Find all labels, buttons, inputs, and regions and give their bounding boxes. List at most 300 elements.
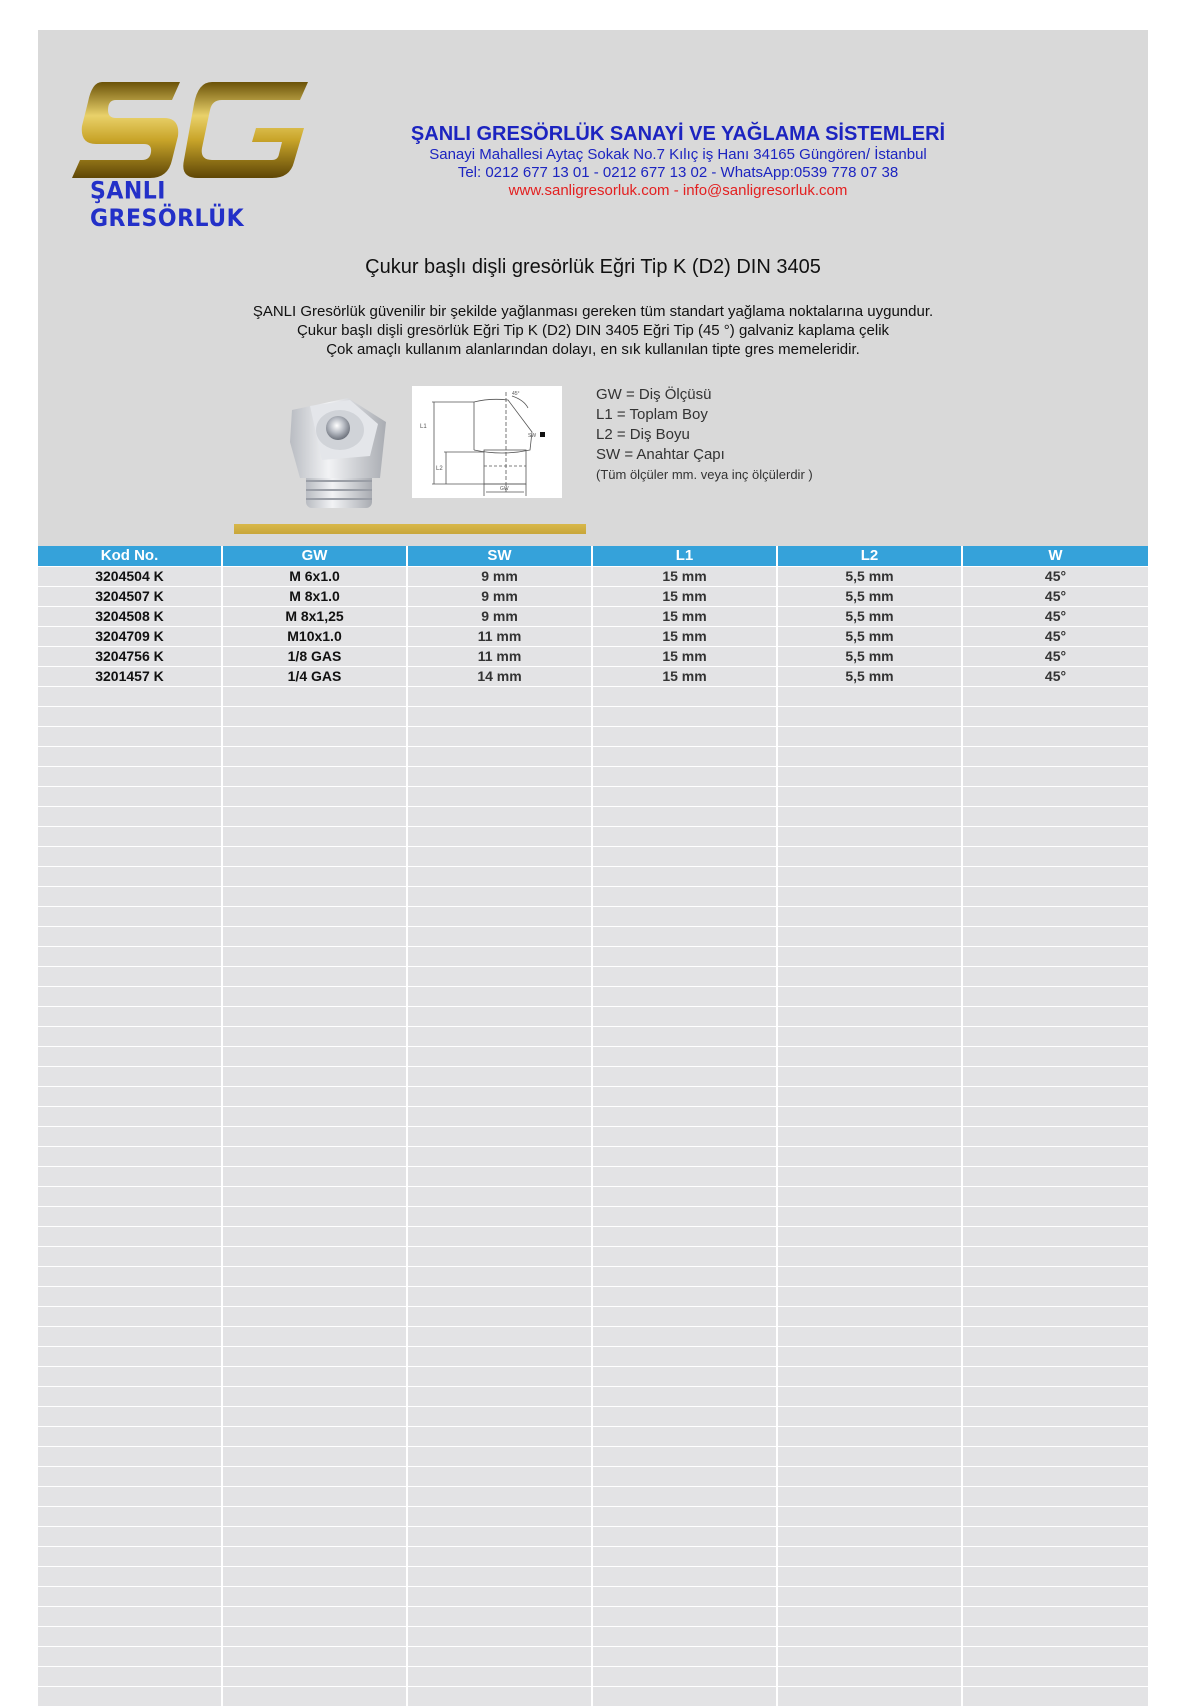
table-row-empty xyxy=(38,1227,1148,1247)
empty-cell xyxy=(593,1067,778,1086)
empty-cell xyxy=(778,1387,963,1406)
empty-cell xyxy=(38,1247,223,1266)
empty-cell xyxy=(408,807,593,826)
table-row-empty xyxy=(38,847,1148,867)
cell-l1: 15 mm xyxy=(593,567,778,586)
empty-cell xyxy=(593,1587,778,1606)
table-row-empty xyxy=(38,1407,1148,1427)
empty-cell xyxy=(778,1687,963,1706)
empty-cell xyxy=(38,707,223,726)
empty-cell xyxy=(778,927,963,946)
empty-cell xyxy=(963,1667,1148,1686)
empty-cell xyxy=(223,1067,408,1086)
empty-cell xyxy=(223,1427,408,1446)
table-row xyxy=(38,627,1148,647)
empty-cell xyxy=(778,1147,963,1166)
empty-cell xyxy=(593,1127,778,1146)
empty-cell xyxy=(223,1407,408,1426)
cell-w: 45° xyxy=(963,647,1148,666)
empty-cell xyxy=(963,687,1148,706)
table-row xyxy=(38,567,1148,587)
table-row-empty xyxy=(38,1367,1148,1387)
empty-cell xyxy=(38,1027,223,1046)
header-gw: GW xyxy=(223,546,408,566)
empty-cell xyxy=(963,1687,1148,1706)
table-row-empty xyxy=(38,1567,1148,1587)
empty-cell xyxy=(593,1527,778,1546)
empty-cell xyxy=(593,987,778,1006)
empty-cell xyxy=(223,987,408,1006)
empty-cell xyxy=(38,1387,223,1406)
logo-brand-text: ŞANLI GRESÖRLÜK xyxy=(90,177,245,233)
gold-divider xyxy=(234,524,586,534)
table-row-empty xyxy=(38,947,1148,967)
table-row-empty xyxy=(38,867,1148,887)
empty-cell xyxy=(223,807,408,826)
empty-cell xyxy=(778,1207,963,1226)
empty-cell xyxy=(778,1247,963,1266)
empty-cell xyxy=(223,1267,408,1286)
empty-cell xyxy=(963,927,1148,946)
empty-cell xyxy=(593,867,778,886)
cell-gw: 1/4 GAS xyxy=(223,667,408,686)
empty-cell xyxy=(778,907,963,926)
empty-cell xyxy=(408,1167,593,1186)
empty-cell xyxy=(38,807,223,826)
empty-cell xyxy=(593,1167,778,1186)
empty-cell xyxy=(593,707,778,726)
empty-cell xyxy=(593,787,778,806)
empty-cell xyxy=(778,687,963,706)
empty-cell xyxy=(223,927,408,946)
empty-cell xyxy=(593,1147,778,1166)
table-row-empty xyxy=(38,1347,1148,1367)
product-title: Çukur başlı dişli gresörlük Eğri Tip K (D2) DIN 3405 xyxy=(365,256,821,278)
legend-item-sw: SW = Anahtar Çapı xyxy=(596,446,725,463)
empty-cell xyxy=(593,1347,778,1366)
table-row-empty xyxy=(38,927,1148,947)
empty-cell xyxy=(408,1647,593,1666)
empty-cell xyxy=(778,1667,963,1686)
table-row-empty xyxy=(38,1667,1148,1687)
empty-cell xyxy=(38,1267,223,1286)
table-body xyxy=(38,567,1148,1707)
table-row-empty xyxy=(38,1647,1148,1667)
dimension-drawing-icon xyxy=(412,386,562,498)
empty-cell xyxy=(963,1287,1148,1306)
empty-cell xyxy=(963,787,1148,806)
empty-cell xyxy=(408,947,593,966)
empty-cell xyxy=(38,907,223,926)
empty-cell xyxy=(38,1607,223,1626)
empty-cell xyxy=(223,1547,408,1566)
empty-cell xyxy=(778,1447,963,1466)
empty-cell xyxy=(593,1367,778,1386)
empty-cell xyxy=(408,1507,593,1526)
empty-cell xyxy=(778,1567,963,1586)
table-row-empty xyxy=(38,1527,1148,1547)
empty-cell xyxy=(963,767,1148,786)
empty-cell xyxy=(963,1327,1148,1346)
empty-cell xyxy=(408,747,593,766)
empty-cell xyxy=(593,1207,778,1226)
empty-cell xyxy=(38,1067,223,1086)
empty-cell xyxy=(38,1667,223,1686)
empty-cell xyxy=(223,1307,408,1326)
empty-cell xyxy=(778,1347,963,1366)
table-row-empty xyxy=(38,787,1148,807)
empty-cell xyxy=(223,1087,408,1106)
empty-cell xyxy=(593,1627,778,1646)
empty-cell xyxy=(408,927,593,946)
cell-l2: 5,5 mm xyxy=(778,587,963,606)
empty-cell xyxy=(223,1027,408,1046)
empty-cell xyxy=(38,967,223,986)
empty-cell xyxy=(408,1287,593,1306)
empty-cell xyxy=(408,1627,593,1646)
cell-w: 45° xyxy=(963,627,1148,646)
empty-cell xyxy=(963,707,1148,726)
empty-cell xyxy=(963,1047,1148,1066)
table-row-empty xyxy=(38,747,1148,767)
empty-cell xyxy=(593,947,778,966)
cell-kod-no: 3204504 K xyxy=(38,567,223,586)
empty-cell xyxy=(408,1387,593,1406)
table-row-empty xyxy=(38,1027,1148,1047)
empty-cell xyxy=(778,1527,963,1546)
empty-cell xyxy=(408,767,593,786)
empty-cell xyxy=(593,1187,778,1206)
empty-cell xyxy=(593,727,778,746)
empty-cell xyxy=(38,987,223,1006)
empty-cell xyxy=(38,1547,223,1566)
empty-cell xyxy=(963,1207,1148,1226)
empty-cell xyxy=(778,1167,963,1186)
legend-item-l1: L1 = Toplam Boy xyxy=(596,406,708,423)
sg-logo-mark-icon xyxy=(72,80,308,180)
empty-cell xyxy=(963,1247,1148,1266)
legend-note: (Tüm ölçüler mm. veya inç ölçülerdir ) xyxy=(596,467,813,482)
empty-cell xyxy=(593,1287,778,1306)
empty-cell xyxy=(408,727,593,746)
empty-cell xyxy=(223,687,408,706)
empty-cell xyxy=(408,1027,593,1046)
empty-cell xyxy=(408,1467,593,1486)
product-table xyxy=(38,546,1148,1707)
empty-cell xyxy=(38,1507,223,1526)
empty-cell xyxy=(963,1067,1148,1086)
empty-cell xyxy=(778,1007,963,1026)
empty-cell xyxy=(223,1507,408,1526)
empty-cell xyxy=(223,1607,408,1626)
empty-cell xyxy=(38,1327,223,1346)
empty-cell xyxy=(223,1467,408,1486)
header-sw: SW xyxy=(408,546,593,566)
cell-sw: 11 mm xyxy=(408,627,593,646)
empty-cell xyxy=(593,1327,778,1346)
empty-cell xyxy=(963,907,1148,926)
empty-cell xyxy=(963,1547,1148,1566)
table-row-empty xyxy=(38,1107,1148,1127)
drawing-label-sw: SW xyxy=(528,433,537,439)
header-kod-no: Kod No. xyxy=(38,546,223,566)
empty-cell xyxy=(223,1107,408,1126)
empty-cell xyxy=(408,1427,593,1446)
empty-cell xyxy=(778,727,963,746)
empty-cell xyxy=(778,1087,963,1106)
empty-cell xyxy=(38,1147,223,1166)
empty-cell xyxy=(223,1347,408,1366)
empty-cell xyxy=(38,787,223,806)
empty-cell xyxy=(593,1387,778,1406)
table-row-empty xyxy=(38,1087,1148,1107)
empty-cell xyxy=(223,847,408,866)
cell-sw: 9 mm xyxy=(408,587,593,606)
empty-cell xyxy=(223,1287,408,1306)
empty-cell xyxy=(408,1367,593,1386)
table-row-empty xyxy=(38,1547,1148,1567)
empty-cell xyxy=(408,1667,593,1686)
company-logo xyxy=(72,80,308,233)
empty-cell xyxy=(38,927,223,946)
empty-cell xyxy=(963,1487,1148,1506)
empty-cell xyxy=(223,1587,408,1606)
empty-cell xyxy=(408,1347,593,1366)
empty-cell xyxy=(38,1527,223,1546)
empty-cell xyxy=(223,1187,408,1206)
description-line: ŞANLI Gresörlük güvenilir bir şekilde yağlanması gereken tüm standart yağlama noktalarına uygundur. xyxy=(252,303,934,320)
table-row-empty xyxy=(38,1207,1148,1227)
empty-cell xyxy=(38,1207,223,1226)
empty-cell xyxy=(593,1547,778,1566)
empty-cell xyxy=(778,767,963,786)
empty-cell xyxy=(38,1487,223,1506)
empty-cell xyxy=(408,827,593,846)
company-web-link[interactable]: www.sanligresorluk.com - info@sanligresorluk.com xyxy=(508,182,848,199)
table-row-empty xyxy=(38,767,1148,787)
empty-cell xyxy=(778,1187,963,1206)
empty-cell xyxy=(778,1067,963,1086)
empty-cell xyxy=(38,1647,223,1666)
empty-cell xyxy=(963,1167,1148,1186)
empty-cell xyxy=(223,1527,408,1546)
table-row-empty xyxy=(38,1427,1148,1447)
cell-l1: 15 mm xyxy=(593,627,778,646)
empty-cell xyxy=(408,1147,593,1166)
company-phone: Tel: 0212 677 13 01 - 0212 677 13 02 - WhatsApp:0539 778 07 38 xyxy=(457,164,899,181)
empty-cell xyxy=(963,807,1148,826)
empty-cell xyxy=(593,847,778,866)
empty-cell xyxy=(963,1567,1148,1586)
table-row-empty xyxy=(38,967,1148,987)
table-row-empty xyxy=(38,1267,1148,1287)
empty-cell xyxy=(963,867,1148,886)
empty-cell xyxy=(408,847,593,866)
table-row xyxy=(38,587,1148,607)
empty-cell xyxy=(38,1367,223,1386)
empty-cell xyxy=(38,1587,223,1606)
empty-cell xyxy=(593,1427,778,1446)
empty-cell xyxy=(963,1387,1148,1406)
cell-w: 45° xyxy=(963,587,1148,606)
empty-cell xyxy=(408,1187,593,1206)
empty-cell xyxy=(223,1647,408,1666)
cell-l2: 5,5 mm xyxy=(778,647,963,666)
cell-w: 45° xyxy=(963,607,1148,626)
table-header-row xyxy=(38,546,1148,567)
drawing-label-angle: 45° xyxy=(512,391,520,397)
drawing-label-gw: GW xyxy=(500,486,509,492)
table-row-empty xyxy=(38,1147,1148,1167)
empty-cell xyxy=(38,1467,223,1486)
empty-cell xyxy=(38,1127,223,1146)
empty-cell xyxy=(778,847,963,866)
description-line: Çukur başlı dişli gresörlük Eğri Tip K (D2) DIN 3405 Eğri Tip (45 °) galvaniz kaplama çelik xyxy=(296,322,890,339)
empty-cell xyxy=(963,1227,1148,1246)
empty-cell xyxy=(963,1607,1148,1626)
table-row-empty xyxy=(38,1687,1148,1707)
empty-cell xyxy=(778,1647,963,1666)
empty-cell xyxy=(38,1107,223,1126)
empty-cell xyxy=(963,1147,1148,1166)
empty-cell xyxy=(38,687,223,706)
grease-nipple-photo-icon xyxy=(260,386,410,516)
empty-cell xyxy=(593,1567,778,1586)
empty-cell xyxy=(593,1247,778,1266)
table-row-empty xyxy=(38,1287,1148,1307)
empty-cell xyxy=(38,947,223,966)
empty-cell xyxy=(593,1647,778,1666)
empty-cell xyxy=(223,887,408,906)
empty-cell xyxy=(778,827,963,846)
empty-cell xyxy=(223,1627,408,1646)
table-row-empty xyxy=(38,707,1148,727)
company-name: ŞANLI GRESÖRLÜK SANAYİ VE YAĞLAMA SİSTEMLERİ xyxy=(410,123,946,145)
table-row-empty xyxy=(38,1627,1148,1647)
empty-cell xyxy=(778,1287,963,1306)
empty-cell xyxy=(223,1567,408,1586)
empty-cell xyxy=(593,1307,778,1326)
empty-cell xyxy=(408,1087,593,1106)
empty-cell xyxy=(593,827,778,846)
empty-cell xyxy=(408,1067,593,1086)
empty-cell xyxy=(963,1087,1148,1106)
empty-cell xyxy=(963,1367,1148,1386)
empty-cell xyxy=(963,747,1148,766)
empty-cell xyxy=(223,1327,408,1346)
header-l1: L1 xyxy=(593,546,778,566)
empty-cell xyxy=(223,747,408,766)
empty-cell xyxy=(963,947,1148,966)
cell-gw: M 8x1.0 xyxy=(223,587,408,606)
table-row-empty xyxy=(38,907,1148,927)
empty-cell xyxy=(408,1587,593,1606)
empty-cell xyxy=(593,1407,778,1426)
empty-cell xyxy=(963,1427,1148,1446)
empty-cell xyxy=(38,867,223,886)
empty-cell xyxy=(408,867,593,886)
empty-cell xyxy=(593,1507,778,1526)
empty-cell xyxy=(963,1407,1148,1426)
empty-cell xyxy=(963,827,1148,846)
empty-cell xyxy=(778,1367,963,1386)
cell-l1: 15 mm xyxy=(593,667,778,686)
empty-cell xyxy=(38,1047,223,1066)
empty-cell xyxy=(963,1027,1148,1046)
table-row-empty xyxy=(38,1387,1148,1407)
table-row-empty xyxy=(38,807,1148,827)
empty-cell xyxy=(408,1327,593,1346)
table-row-empty xyxy=(38,1067,1148,1087)
empty-cell xyxy=(223,1127,408,1146)
catalog-page xyxy=(38,30,1148,1647)
table-row-empty xyxy=(38,1587,1148,1607)
cell-kod-no: 3204508 K xyxy=(38,607,223,626)
empty-cell xyxy=(408,1267,593,1286)
empty-cell xyxy=(408,1487,593,1506)
legend-item-gw: GW = Diş Ölçüsü xyxy=(596,386,712,403)
table-row xyxy=(38,647,1148,667)
empty-cell xyxy=(963,887,1148,906)
empty-cell xyxy=(408,1207,593,1226)
empty-cell xyxy=(593,907,778,926)
empty-cell xyxy=(408,1527,593,1546)
table-row-empty xyxy=(38,1247,1148,1267)
empty-cell xyxy=(778,887,963,906)
empty-cell xyxy=(223,967,408,986)
empty-cell xyxy=(778,1487,963,1506)
empty-cell xyxy=(38,1307,223,1326)
empty-cell xyxy=(593,807,778,826)
cell-kod-no: 3204709 K xyxy=(38,627,223,646)
empty-cell xyxy=(593,687,778,706)
empty-cell xyxy=(408,1307,593,1326)
empty-cell xyxy=(963,1267,1148,1286)
empty-cell xyxy=(963,1347,1148,1366)
cell-l2: 5,5 mm xyxy=(778,607,963,626)
empty-cell xyxy=(963,1187,1148,1206)
empty-cell xyxy=(593,1087,778,1106)
empty-cell xyxy=(778,1267,963,1286)
table-row-empty xyxy=(38,827,1148,847)
empty-cell xyxy=(38,1567,223,1586)
table-row-empty xyxy=(38,687,1148,707)
empty-cell xyxy=(38,1187,223,1206)
table-row-empty xyxy=(38,1187,1148,1207)
cell-l1: 15 mm xyxy=(593,647,778,666)
empty-cell xyxy=(963,1627,1148,1646)
empty-cell xyxy=(778,1407,963,1426)
empty-cell xyxy=(963,727,1148,746)
empty-cell xyxy=(38,1167,223,1186)
empty-cell xyxy=(223,1247,408,1266)
cell-kod-no: 3204507 K xyxy=(38,587,223,606)
empty-cell xyxy=(38,747,223,766)
empty-cell xyxy=(38,1287,223,1306)
cell-gw: M10x1.0 xyxy=(223,627,408,646)
table-row xyxy=(38,607,1148,627)
empty-cell xyxy=(408,687,593,706)
empty-cell xyxy=(593,1467,778,1486)
cell-l2: 5,5 mm xyxy=(778,567,963,586)
empty-cell xyxy=(963,967,1148,986)
empty-cell xyxy=(408,1127,593,1146)
cell-gw: 1/8 GAS xyxy=(223,647,408,666)
company-info xyxy=(358,122,998,200)
header-l2: L2 xyxy=(778,546,963,566)
empty-cell xyxy=(408,787,593,806)
empty-cell xyxy=(223,1367,408,1386)
